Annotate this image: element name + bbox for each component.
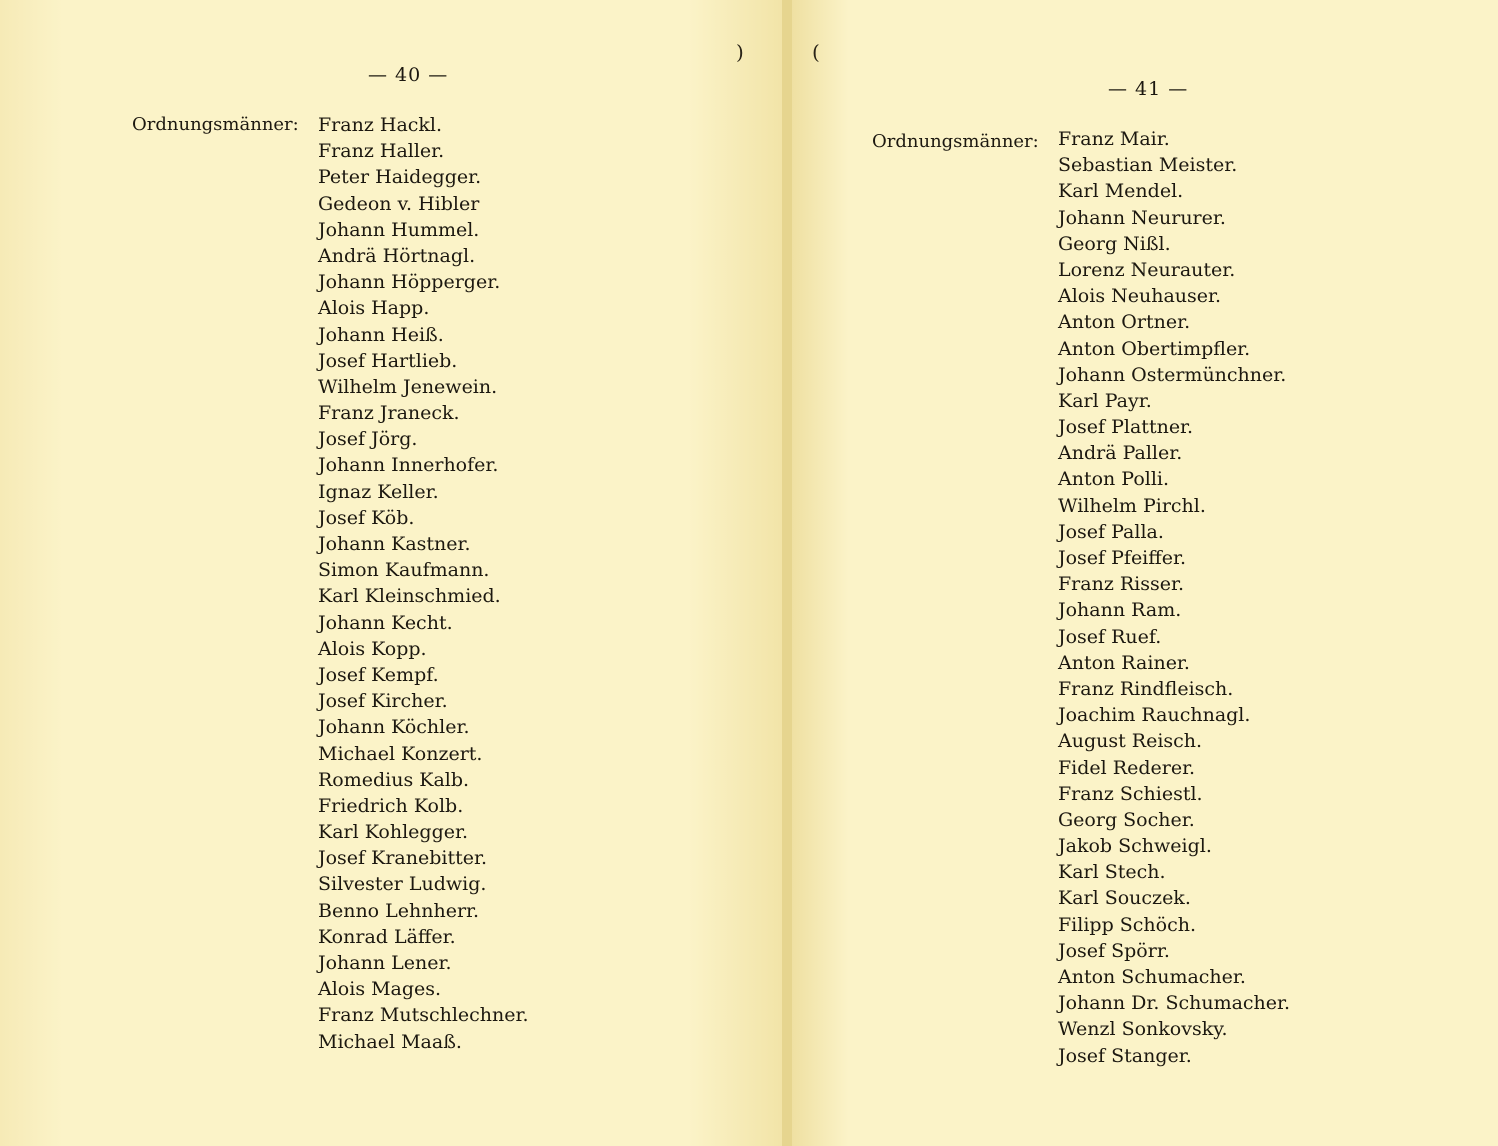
list-item: Johann Ostermünchner. (1058, 363, 1287, 386)
list-item: Fidel Rederer. (1058, 756, 1196, 779)
list-item: Alois Neuhauser. (1058, 285, 1222, 308)
list-item: Johann Kecht. (318, 611, 453, 634)
list-item: Johann Lener. (318, 952, 452, 974)
list-item: Georg Nißl. (1058, 232, 1171, 255)
list-item: Josef Spörr. (1058, 939, 1170, 962)
list-item: Franz Mair. (1058, 128, 1170, 150)
list-item: Johann Kastner. (318, 533, 471, 555)
list-item: Sebastian Meister. (1058, 154, 1238, 177)
list-item: Georg Socher. (1058, 808, 1195, 831)
list-item: Josef Palla. (1058, 520, 1164, 543)
list-item: Johann Innerhofer. (318, 454, 499, 477)
list-item: Andrä Hörtnagl. (318, 244, 476, 267)
list-item: Michael Maaß. (318, 1030, 462, 1053)
margin-mark: ) (736, 40, 744, 64)
page-number-right: — 41 — (1108, 78, 1189, 100)
list-item: Alois Happ. (318, 297, 430, 320)
list-item: Joachim Rauchnagl. (1058, 704, 1251, 727)
list-item: Anton Rainer. (1058, 651, 1190, 674)
section-label-left: Ordnungsmänner: (132, 114, 299, 135)
list-item: Karl Kohlegger. (318, 821, 469, 844)
names-list-right (1058, 126, 1290, 1069)
list-item: Franz Hackl. (318, 114, 443, 136)
list-item: Filipp Schöch. (1058, 913, 1197, 936)
list-item: Benno Lehnherr. (318, 899, 480, 922)
list-item: Peter Haidegger. (318, 166, 482, 189)
list-item: Karl Mendel. (1058, 180, 1184, 203)
list-item: Karl Kleinschmied. (318, 585, 501, 608)
list-item: Ignaz Keller. (318, 480, 439, 503)
list-item: Karl Stech. (1058, 861, 1166, 884)
list-item: Silvester Ludwig. (318, 873, 487, 896)
list-item: Lorenz Neurauter. (1058, 258, 1236, 281)
names-list-left (318, 112, 529, 1055)
list-item: Anton Schumacher. (1058, 966, 1246, 988)
list-item: Josef Ruef. (1058, 625, 1162, 648)
list-item: Wenzl Sonkovsky. (1058, 1018, 1228, 1041)
list-item: Anton Polli. (1058, 468, 1170, 491)
list-item: Karl Payr. (1058, 389, 1152, 412)
list-item: Josef Jörg. (318, 428, 418, 451)
list-item: Johann Dr. Schumacher. (1058, 992, 1291, 1015)
list-item: Franz Risser. (1058, 573, 1185, 596)
list-item: Karl Souczek. (1058, 887, 1191, 910)
list-item: Josef Köb. (318, 506, 415, 529)
list-item: Gedeon v. Hibler (318, 192, 480, 215)
list-item: Josef Hartlieb. (318, 349, 458, 372)
book-gutter (782, 0, 792, 1146)
list-item: Franz Rindfleisch. (1058, 677, 1234, 700)
list-item: Johann Ram. (1058, 599, 1182, 622)
section-label-right: Ordnungsmänner: (872, 131, 1039, 152)
list-item: Franz Jraneck. (318, 402, 460, 425)
list-item: Johann Hummel. (318, 218, 480, 241)
list-item: August Reisch. (1058, 730, 1203, 753)
list-item: Jakob Schweigl. (1058, 835, 1212, 858)
list-item: Konrad Läffer. (318, 925, 456, 948)
right-page (792, 0, 1498, 1146)
list-item: Wilhelm Jenewein. (318, 375, 498, 398)
list-item: Josef Stanger. (1058, 1044, 1192, 1067)
list-item: Josef Plattner. (1058, 416, 1194, 439)
list-item: Alois Mages. (318, 978, 442, 1001)
list-item: Franz Schiestl. (1058, 782, 1203, 805)
list-item: Johann Höpperger. (318, 271, 501, 294)
list-item: Josef Kempf. (318, 663, 439, 686)
list-item: Josef Kranebitter. (318, 847, 487, 870)
list-item: Josef Kircher. (318, 690, 448, 713)
list-item: Johann Heiß. (318, 323, 444, 346)
list-item: Anton Obertimpfler. (1058, 337, 1251, 360)
margin-mark: ( (812, 40, 820, 64)
list-item: Friedrich Kolb. (318, 794, 464, 817)
list-item: Simon Kaufmann. (318, 559, 490, 582)
list-item: Johann Köchler. (318, 716, 470, 739)
list-item: Johann Neururer. (1058, 206, 1226, 229)
list-item: Franz Mutschlechner. (318, 1004, 529, 1027)
list-item: Romedius Kalb. (318, 768, 470, 791)
list-item: Andrä Paller. (1058, 442, 1183, 465)
list-item: Michael Konzert. (318, 742, 483, 765)
list-item: Alois Kopp. (318, 637, 427, 660)
list-item: Anton Ortner. (1058, 311, 1191, 334)
list-item: Josef Pfeiffer. (1058, 547, 1187, 569)
page-number-left: — 40 — (368, 64, 449, 86)
list-item: Wilhelm Pirchl. (1058, 494, 1206, 517)
list-item: Franz Haller. (318, 140, 445, 163)
